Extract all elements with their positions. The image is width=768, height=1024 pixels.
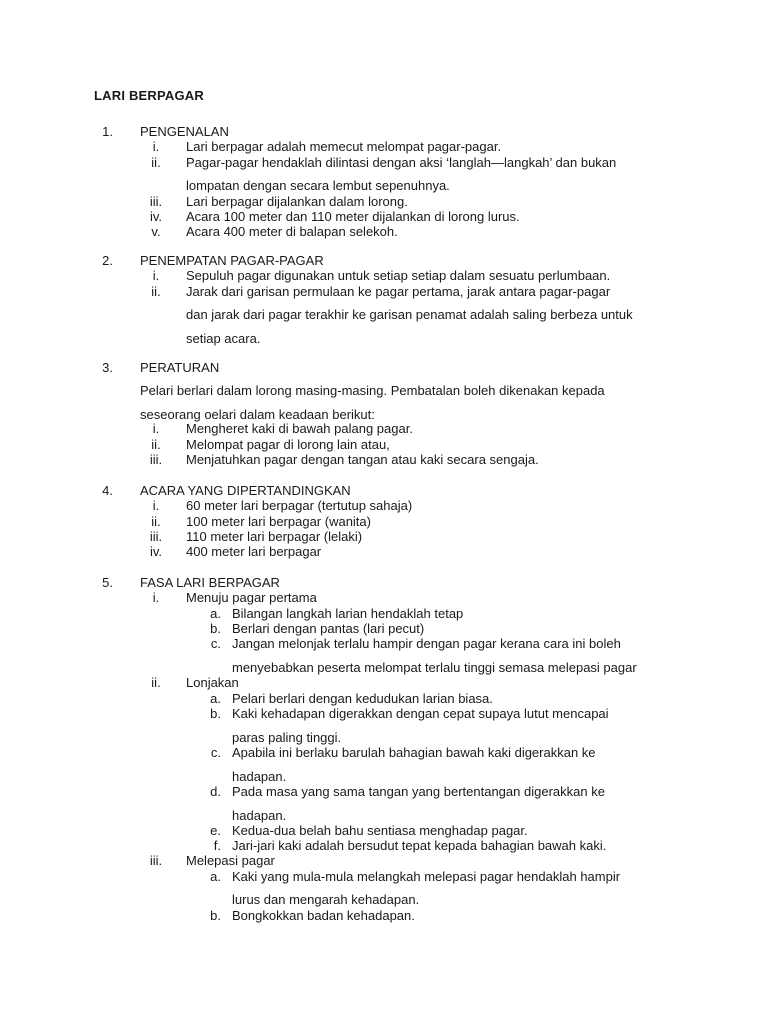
list-item-marker: i.	[152, 498, 160, 514]
section-heading: FASA LARI BERPAGAR	[140, 575, 280, 590]
sub-item-marker: f.	[213, 838, 221, 854]
list-item-text: Melepasi pagar	[186, 853, 275, 869]
sub-item-marker: c.	[210, 744, 221, 760]
list-item-marker: ii.	[151, 513, 161, 529]
section-number: 3.	[102, 360, 113, 375]
section-intro-line: seseorang oelari dalam keadaan berikut:	[140, 407, 375, 422]
list-item-text: Lari berpagar adalah memecut melompat pagar-pagar.	[186, 139, 502, 155]
sub-item-text: Bilangan langkah larian hendaklah tetap	[232, 605, 464, 621]
section-heading: ACARA YANG DIPERTANDINGKAN	[140, 483, 351, 498]
sub-item-text: lurus dan mengarah kehadapan.	[232, 892, 420, 908]
sub-item-text: hadapan.	[232, 807, 287, 823]
sub-item-text: paras paling tinggi.	[232, 729, 342, 745]
section-intro-line: Pelari berlari dalam lorong masing-masing. Pembatalan boleh dikenakan kepada	[140, 383, 605, 399]
section-number: 4.	[102, 483, 113, 498]
sub-item-text: Bongkokkan badan kehadapan.	[232, 907, 415, 923]
list-item-text: Lonjakan	[186, 675, 239, 691]
sub-item-text: Jari-jari kaki adalah bersudut tepat kepada bahagian bawah kaki.	[232, 838, 607, 854]
sub-item-text: Kaki kehadapan digerakkan dengan cepat supaya lutut mencapai	[232, 705, 609, 721]
sub-item-text: Kaki yang mula-mula melangkah melepasi pagar hendaklah hampir	[232, 868, 621, 884]
list-item-marker: i.	[152, 268, 160, 284]
sub-item-marker: b.	[210, 907, 221, 923]
list-item-text: 110 meter lari berpagar (lelaki)	[186, 528, 363, 544]
list-item-text: setiap acara.	[186, 331, 261, 346]
list-item-text: Sepuluh pagar digunakan untuk setiap setiap dalam sesuatu perlumbaan.	[186, 268, 611, 284]
section-heading: PENGENALAN	[140, 124, 229, 139]
list-item-text: Menuju pagar pertama	[186, 590, 317, 606]
list-item-text: Acara 400 meter di balapan selekoh.	[186, 224, 398, 240]
list-item-text: Pagar-pagar hendaklah dilintasi dengan aksi ‘langlah—langkah’ dan bukan	[186, 154, 617, 170]
section-heading: PENEMPATAN PAGAR-PAGAR	[140, 253, 324, 268]
list-item-text: 100 meter lari berpagar (wanita)	[186, 513, 371, 529]
section-number: 5.	[102, 575, 113, 590]
section-number: 2.	[102, 253, 113, 268]
list-item-marker: v.	[151, 224, 161, 240]
sub-item-marker: e.	[210, 822, 221, 838]
list-item-text: 400 meter lari berpagar	[186, 544, 322, 560]
list-item-marker: ii.	[151, 283, 161, 299]
sub-item-text: hadapan.	[232, 768, 287, 784]
list-item-text: Melompat pagar di lorong lain atau,	[186, 436, 390, 452]
sub-item-marker: b.	[210, 705, 221, 721]
section-heading: PERATURAN	[140, 360, 220, 375]
list-item-text: Lari berpagar dijalankan dalam lorong.	[186, 193, 408, 209]
sub-item-marker: b.	[210, 620, 221, 636]
sub-item-marker: a.	[210, 605, 221, 621]
list-item-marker: iv.	[149, 208, 163, 224]
list-item-marker: ii.	[151, 436, 161, 452]
sub-item-text: Kedua-dua belah bahu sentiasa menghadap pagar.	[232, 822, 528, 838]
list-item-text: 60 meter lari berpagar (tertutup sahaja)	[186, 498, 413, 514]
section-number: 1.	[102, 124, 113, 139]
sub-item-marker: c.	[210, 636, 221, 652]
list-item-marker: iii.	[149, 193, 163, 209]
sub-item-marker: a.	[210, 868, 221, 884]
sub-item-marker: a.	[210, 690, 221, 706]
sub-item-text: Pelari berlari dengan kedudukan larian biasa.	[232, 690, 493, 706]
list-item-text: Acara 100 meter dan 110 meter dijalankan di lorong lurus.	[186, 208, 520, 224]
list-item-marker: iv.	[149, 544, 163, 560]
list-item-text: Mengheret kaki di bawah palang pagar.	[186, 421, 413, 437]
list-item-text: lompatan dengan secara lembut sepenuhnya.	[186, 178, 450, 194]
sub-item-marker: d.	[210, 783, 221, 799]
list-item-marker: i.	[152, 590, 160, 606]
sub-item-text: Berlari dengan pantas (lari pecut)	[232, 620, 425, 636]
list-item-marker: ii.	[151, 154, 161, 170]
list-item-text: Menjatuhkan pagar dengan tangan atau kaki secara sengaja.	[186, 451, 539, 467]
list-item-marker: i.	[152, 421, 160, 437]
document-title: LARI BERPAGAR	[94, 88, 204, 103]
sub-item-text: menyebabkan peserta melompat terlalu tinggi semasa melepasi pagar	[232, 659, 637, 675]
sub-item-text: Jangan melonjak terlalu hampir dengan pagar kerana cara ini boleh	[232, 636, 621, 652]
list-item-marker: iii.	[149, 853, 163, 869]
list-item-marker: iii.	[149, 528, 163, 544]
list-item-text: dan jarak dari pagar terakhir ke garisan penamat adalah saling berbeza untuk	[186, 307, 633, 323]
list-item-marker: i.	[152, 139, 160, 155]
list-item-text: Jarak dari garisan permulaan ke pagar pertama, jarak antara pagar-pagar	[186, 283, 611, 299]
list-item-marker: iii.	[149, 451, 163, 467]
sub-item-text: Pada masa yang sama tangan yang bertentangan digerakkan ke	[232, 783, 605, 799]
sub-item-text: Apabila ini berlaku barulah bahagian bawah kaki digerakkan ke	[232, 744, 596, 760]
list-item-marker: ii.	[151, 675, 161, 691]
